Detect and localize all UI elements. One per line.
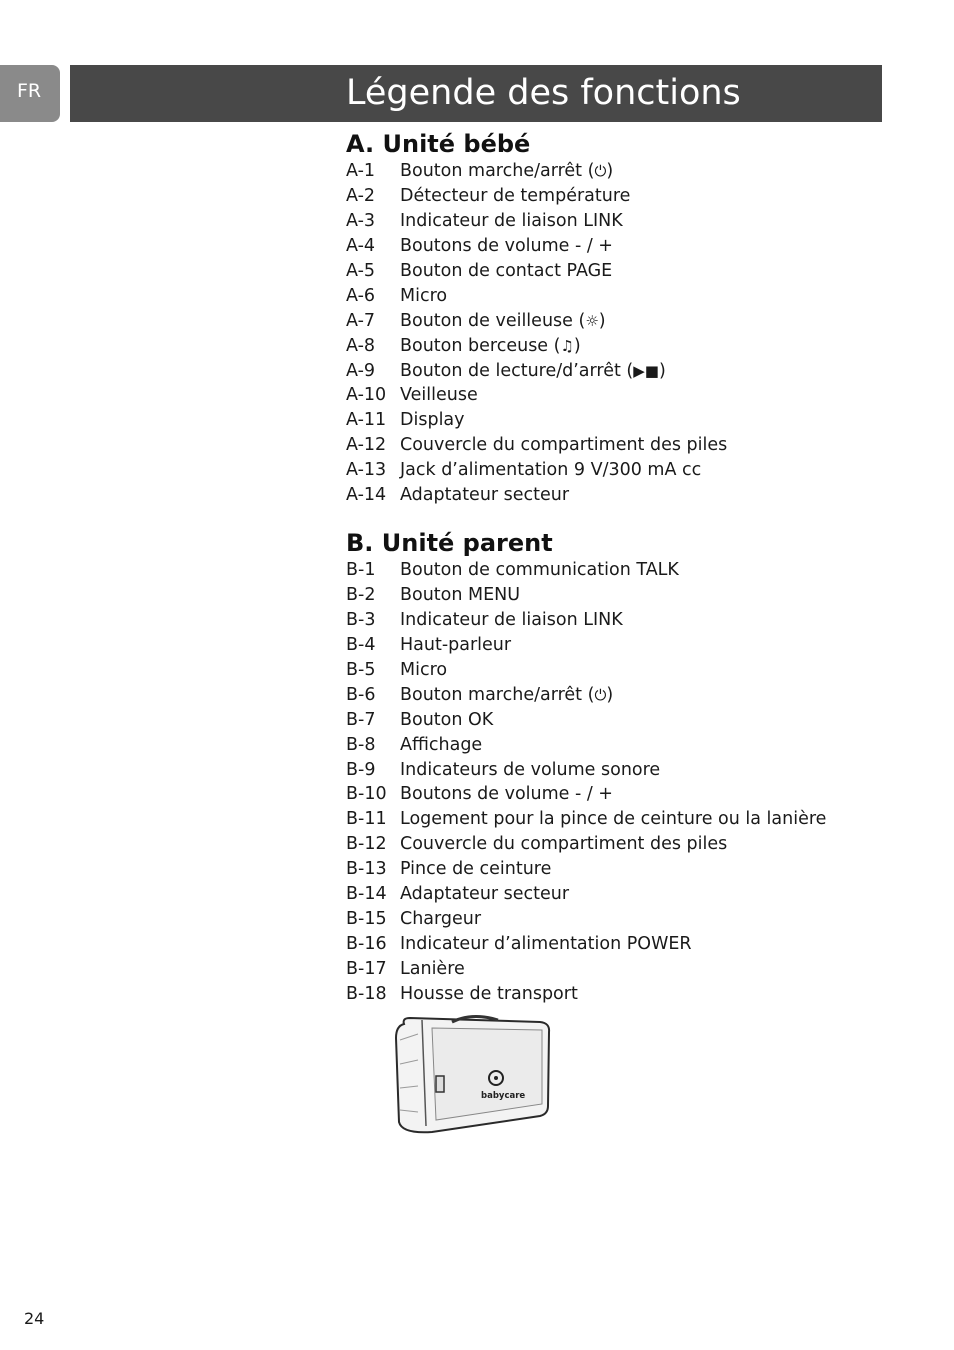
item-label	[400, 832, 727, 857]
item-label-text: Adaptateur secteur	[400, 485, 570, 506]
title-bar	[70, 65, 882, 122]
item-symbol-icon: ♫	[560, 336, 574, 355]
item-code: A-3	[346, 210, 376, 231]
item-label	[400, 807, 826, 832]
item-label	[400, 259, 612, 284]
item-label-text: Housse de transport	[400, 983, 578, 1004]
page-title: Légende des fonctions	[346, 73, 741, 113]
item-label	[400, 284, 447, 309]
item-code: B-10	[346, 784, 387, 805]
item-label	[400, 184, 630, 209]
item-symbol-icon: ⏻	[594, 162, 607, 180]
item-label	[400, 683, 613, 708]
item-label-text: Indicateur de liaison LINK	[400, 210, 623, 231]
item-label-text: Bouton OK	[400, 709, 494, 730]
item-label-text: Bouton MENU	[400, 584, 521, 605]
item-label	[400, 782, 613, 807]
item-code: A-6	[346, 285, 376, 306]
item-code: B-13	[346, 859, 387, 880]
item-label-text: Logement pour la pince de ceinture ou la lanière	[400, 809, 827, 830]
language-tab: FR	[0, 65, 60, 122]
item-code: A-2	[346, 185, 376, 206]
item-symbol-icon: ▶■	[633, 361, 659, 380]
item-code: B-15	[346, 909, 387, 930]
item-code: B-7	[346, 709, 376, 730]
item-label	[400, 633, 511, 658]
item-label	[400, 159, 613, 184]
item-code: B-5	[346, 659, 376, 680]
item-code: B-1	[346, 560, 376, 580]
item-label-text: Couvercle du compartiment des piles	[400, 435, 728, 456]
item-code: B-9	[346, 759, 376, 780]
item-label	[400, 433, 727, 458]
item-label-text: Adaptateur secteur	[400, 884, 570, 905]
item-label-text: Micro	[400, 659, 448, 680]
item-label	[400, 234, 613, 259]
item-code: A-14	[346, 485, 387, 506]
item-label	[400, 383, 478, 408]
item-label-suffix: )	[606, 684, 614, 705]
item-label-text: Couvercle du compartiment des piles	[400, 834, 728, 855]
item-label	[400, 907, 481, 932]
item-label-text: Bouton de lecture/d’arrêt (	[400, 360, 634, 381]
item-code: A-1	[346, 161, 376, 181]
item-label	[400, 932, 692, 957]
item-code: B-8	[346, 734, 376, 755]
item-label	[400, 733, 482, 758]
item-label-text: Boutons de volume - / +	[400, 235, 613, 256]
item-label-text: Bouton de communication TALK	[400, 560, 679, 580]
item-label-text: Bouton de contact PAGE	[400, 260, 613, 281]
item-code: B-16	[346, 934, 387, 955]
item-label-text: Chargeur	[400, 909, 482, 930]
item-label-text: Lanière	[400, 959, 465, 979]
carrying-bag-illustration	[392, 1014, 556, 1138]
item-label-text: Bouton de veilleuse (	[400, 310, 586, 331]
item-label-text: Bouton marche/arrêt (	[400, 684, 595, 705]
bag-logo-text: babycare	[481, 1091, 526, 1101]
item-label	[400, 758, 660, 783]
item-label	[400, 708, 493, 733]
item-code: B-14	[346, 884, 387, 905]
item-label-text: Boutons de volume - / +	[400, 784, 613, 805]
item-label-text: Pince de ceinture	[400, 859, 552, 880]
item-label-text: Détecteur de température	[400, 185, 631, 206]
item-code: A-11	[346, 410, 387, 431]
item-symbol-icon: ⏻	[594, 685, 607, 704]
item-code: A-10	[346, 385, 387, 406]
section-a-heading: A. Unité bébé	[346, 130, 531, 158]
item-label-suffix: )	[573, 335, 581, 356]
item-label	[400, 583, 520, 608]
item-label-text: Display	[400, 410, 465, 431]
item-label-text: Indicateur de liaison LINK	[400, 609, 623, 630]
item-label	[400, 359, 666, 384]
item-code: A-7	[346, 310, 376, 331]
item-code: A-4	[346, 235, 376, 256]
item-code: A-5	[346, 260, 376, 281]
item-code: B-4	[346, 634, 376, 655]
item-label-text: Jack d’alimentation 9 V/300 mA cc	[400, 460, 702, 481]
item-code: B-3	[346, 609, 376, 630]
item-code: A-8	[346, 335, 376, 356]
item-label	[400, 658, 447, 683]
item-label-text: Bouton marche/arrêt (	[400, 161, 595, 181]
item-label-text: Affichage	[400, 734, 483, 755]
item-label	[400, 982, 578, 1007]
item-label	[400, 558, 679, 583]
item-code: B-17	[346, 959, 387, 979]
item-code: A-13	[346, 460, 387, 481]
item-symbol-icon: ☼	[585, 311, 599, 330]
item-label	[400, 483, 569, 508]
item-label-suffix: )	[606, 161, 614, 181]
item-label-text: Haut-parleur	[400, 634, 512, 655]
item-code: A-12	[346, 435, 387, 456]
item-label	[400, 608, 623, 633]
item-code: B-11	[346, 809, 387, 830]
item-label	[400, 957, 465, 982]
page-number: 24	[24, 1309, 45, 1328]
section-b-heading: B. Unité parent	[346, 529, 553, 557]
item-label	[400, 309, 606, 334]
item-code: A-9	[346, 360, 376, 381]
item-label-text: Indicateurs de volume sonore	[400, 759, 661, 780]
item-label	[400, 857, 551, 882]
item-label-suffix: )	[598, 310, 606, 331]
item-label	[400, 458, 701, 483]
item-label	[400, 408, 465, 433]
item-label-text: Bouton berceuse (	[400, 335, 561, 356]
item-label	[400, 334, 581, 359]
item-code: B-6	[346, 684, 376, 705]
item-code: B-12	[346, 834, 387, 855]
item-label-suffix: )	[658, 360, 666, 381]
item-label-text: Indicateur d’alimentation POWER	[400, 934, 692, 955]
item-label	[400, 882, 569, 907]
item-code: B-18	[346, 983, 387, 1004]
item-label	[400, 209, 623, 234]
item-label-text: Micro	[400, 285, 448, 306]
item-code: B-2	[346, 584, 376, 605]
item-label-text: Veilleuse	[400, 385, 478, 406]
